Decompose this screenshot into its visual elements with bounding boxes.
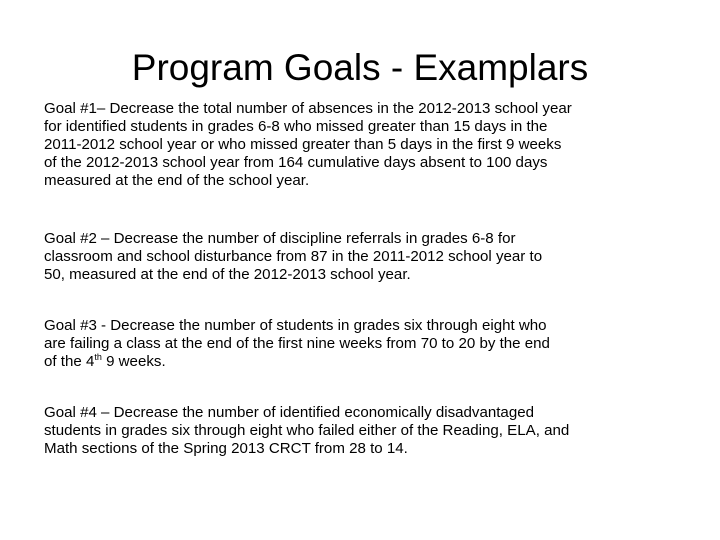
goal-3-ordinal-superscript: th xyxy=(94,351,102,362)
goal-2-paragraph xyxy=(44,230,690,284)
goal-1-line-1: Goal #1– Decrease the total number of absences in the 2012-2013 school year xyxy=(44,100,572,117)
goal-1-line-3: 2011-2012 school year or who missed greater than 5 days in the first 9 weeks xyxy=(44,136,562,153)
goal-2-line-1: Goal #2 – Decrease the number of discipline referrals in grades 6-8 for xyxy=(44,230,516,247)
goal-3-line-3 xyxy=(44,353,690,371)
goal-2-line-3: 50, measured at the end of the 2012-2013 school year. xyxy=(44,266,411,283)
goal-3-line-3-prefix: of the 4 xyxy=(44,353,95,370)
goal-4-line-1: Goal #4 – Decrease the number of identified economically disadvantaged xyxy=(44,404,535,421)
goal-1-paragraph xyxy=(44,100,690,190)
goal-3-line-3-suffix: 9 weeks. xyxy=(101,353,166,370)
goal-1-line-2: for identified students in grades 6-8 who missed greater than 15 days in the xyxy=(44,118,548,135)
goal-2-line-2: classroom and school disturbance from 87 in the 2011-2012 school year to xyxy=(44,248,543,265)
slide-title: Program Goals - Examplars xyxy=(131,47,589,88)
goal-1-line-5: measured at the end of the school year. xyxy=(44,172,310,189)
goal-4-paragraph xyxy=(44,404,690,458)
goal-3-line-1: Goal #3 - Decrease the number of students in grades six through eight who xyxy=(44,317,547,334)
goal-4-line-2: students in grades six through eight who failed either of the Reading, ELA, and xyxy=(44,422,570,439)
goal-3-paragraph xyxy=(44,317,690,371)
goal-1-line-4: of the 2012-2013 school year from 164 cumulative days absent to 100 days xyxy=(44,154,548,171)
goal-3-line-2: are failing a class at the end of the first nine weeks from 70 to 20 by the end xyxy=(44,335,550,352)
goal-4-line-3: Math sections of the Spring 2013 CRCT from 28 to 14. xyxy=(44,440,408,457)
